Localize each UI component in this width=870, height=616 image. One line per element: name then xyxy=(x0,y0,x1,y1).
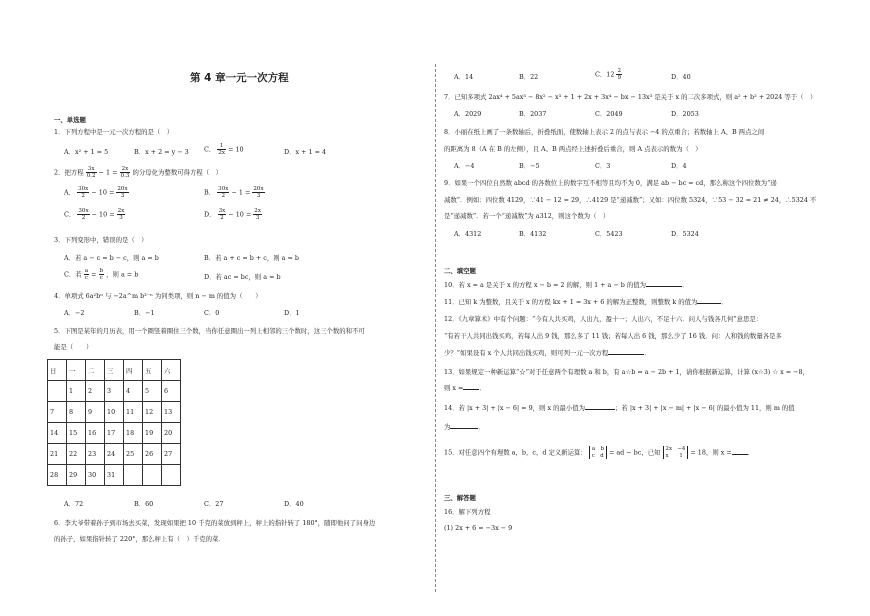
q7-option-b: B．2037 xyxy=(519,110,547,118)
calendar-row xyxy=(48,444,181,465)
calendar-cell: 26 xyxy=(143,444,162,465)
q2-option-a xyxy=(64,186,129,199)
q15-determinant-2 xyxy=(663,446,689,459)
q13-end: ． xyxy=(479,384,486,392)
calendar-cell: 19 xyxy=(143,423,162,444)
q16-sub1: (1) 2x + 6 = −3x − 9 xyxy=(444,524,513,532)
q10-end: ． xyxy=(682,281,689,289)
q2-c-frac1 xyxy=(77,208,89,221)
calendar-cell xyxy=(143,465,162,486)
q15-determinant-1 xyxy=(589,446,607,459)
q4-stem: 4．单项式 6a²bⁿ 与 −2a^m b³⁻ⁿ 为同类项，则 n − m 的值为（ ） xyxy=(54,292,262,300)
q2-b-frac1 xyxy=(217,186,229,199)
section-heading-choice: 一、单选题 xyxy=(54,116,86,124)
calendar-row xyxy=(48,381,181,402)
q2-b-label: B． xyxy=(204,188,216,197)
q2-a-n1: 30x xyxy=(78,186,89,192)
q15-text-post: = 18，则 x = xyxy=(690,448,732,457)
calendar-cell: 25 xyxy=(124,444,143,465)
q2-option-b xyxy=(204,186,265,199)
q2-d2: 0.3 xyxy=(120,173,130,179)
q2-c-d1: 2 xyxy=(81,215,86,221)
q12-stem-line1: 12．《九章算术》中有个问题：“今有人共买鸡，人出九，盈十一；人出六，不足十六．问人与钱各几何”意思是： xyxy=(444,315,763,323)
calendar-cell: 3 xyxy=(105,381,124,402)
q3-c-frac1 xyxy=(84,268,89,281)
q2-a-d1: 2 xyxy=(81,193,85,199)
q2-c-d2: 3 xyxy=(119,215,123,221)
q5-option-b: B．60 xyxy=(134,500,154,508)
q14-text-pre: 14．若 |x + 3| + |x − 6| = 9，则 x 的最小值为 xyxy=(444,404,586,412)
q3-option-b: B．若 a + c = b + c，则 a = b xyxy=(204,254,299,262)
q3-option-c xyxy=(64,268,138,281)
calendar-header-cell: 四 xyxy=(124,360,143,381)
calendar-cell: 22 xyxy=(67,444,86,465)
calendar-cell: 23 xyxy=(86,444,105,465)
q14-answer-blank-1[interactable] xyxy=(585,409,615,410)
q10-stem xyxy=(444,281,688,289)
q1-c-numerator: 1 xyxy=(217,143,226,150)
q3-c-eq: = xyxy=(91,270,97,279)
q1-option-d: D．x + 1 = 4 xyxy=(284,148,327,156)
q11-end: ． xyxy=(721,298,728,306)
q14-stem-line1 xyxy=(444,404,795,412)
q11-answer-blank[interactable] xyxy=(697,303,721,304)
calendar-cell: 21 xyxy=(48,444,67,465)
q15-answer-blank[interactable] xyxy=(732,454,748,455)
q2-a-label: A． xyxy=(64,188,76,197)
q2-d-d2: 3 xyxy=(255,215,260,221)
calendar-cell: 15 xyxy=(67,423,86,444)
q14-text-mid: ；若 |x + 3| + |x − m| + |x − 6| 的最小值为 11，则 m 的值 xyxy=(615,404,795,412)
q3-c-d1: c xyxy=(84,275,88,281)
page-title: 第 4 章一元一次方程 xyxy=(190,72,289,84)
q9-stem-line2: 减数”．例如：四位数 4129，∵41 − 12 = 29，∴4129 是“递减数”；又如：四位数 5324，∵53 − 32 = 21 ≠ 24，∴5324 不 xyxy=(444,196,817,204)
calendar-cell: 24 xyxy=(105,444,124,465)
q2-a-d2: 3 xyxy=(120,193,125,199)
q6-c-numerator: 2 xyxy=(617,68,622,74)
q1-option-c-label: C． xyxy=(204,145,216,154)
q2-option-c xyxy=(64,208,125,221)
q3-option-a: A．若 a − c = b − c，则 a = b xyxy=(64,254,159,262)
calendar-cell: 9 xyxy=(86,402,105,423)
calendar-cell: 8 xyxy=(67,402,86,423)
q3-stem: 3．下列变形中，错误的是（ ） xyxy=(54,236,148,244)
q2-n1: 3x xyxy=(86,166,97,173)
q2-c-n1: 30x xyxy=(78,208,89,214)
calendar-cell: 27 xyxy=(162,444,181,465)
calendar-cell: 7 xyxy=(48,402,67,423)
q2-d-frac1 xyxy=(218,208,227,221)
q7-option-c: C．2049 xyxy=(595,110,623,118)
q2-c-label: C． xyxy=(64,210,76,219)
q2-d-n2: 2x xyxy=(254,208,261,214)
q2-d-mid: − 10 = xyxy=(228,210,252,219)
q3-c-frac2 xyxy=(99,268,105,281)
q6-option-a: A．14 xyxy=(454,73,474,81)
calendar-cell: 18 xyxy=(124,423,143,444)
q2-c-frac2 xyxy=(117,208,126,221)
calendar-cell: 1 xyxy=(67,381,86,402)
calendar-header-cell: 二 xyxy=(86,360,105,381)
q12-text: 少？”如果设有 x 个人共同出钱买鸡，则可列一元一次方程 xyxy=(444,349,609,357)
q15-stem xyxy=(444,446,754,459)
column-divider xyxy=(435,64,436,592)
q7-option-a: A．2029 xyxy=(454,110,482,118)
q13-stem-line1: 13．如果规定一种新运算“☆”对于任意两个有理数 a 和 b，有 a☆b = a − 2b + 1，请你根据新运算，计算 (x☆3) ☆ x = −8， xyxy=(444,368,809,376)
calendar-header-cell: 五 xyxy=(143,360,162,381)
section-heading-answer: 三、解答题 xyxy=(444,494,476,502)
calendar-cell: 17 xyxy=(105,423,124,444)
q12-stem-line2: “有若干人共同出钱买鸡，若每人出 9 钱，那么多了 11 钱；若每人出 6 钱，那么少了 16 钱．问：人和钱的数量各是多 xyxy=(444,332,782,340)
q8-option-d: D．4 xyxy=(671,162,687,170)
q15-det1-row2: c d xyxy=(591,452,604,459)
q10-answer-blank[interactable] xyxy=(646,286,682,287)
q1-stem: 1．下列方程中是一元一次方程的是（ ） xyxy=(54,128,174,136)
q8-option-b: B．−5 xyxy=(519,162,540,170)
q14-text-line2: 为 xyxy=(444,423,451,431)
q12-end: ． xyxy=(644,349,651,357)
q13-answer-blank[interactable] xyxy=(463,389,479,390)
q2-b-n2: 20x xyxy=(253,186,264,192)
q4-option-d: D．1 xyxy=(284,309,300,317)
q2-stem-mid: − 1 = xyxy=(98,168,118,177)
q15-text-mid: = ad − bc，已知 xyxy=(608,448,661,457)
q1-c-denominator: 2x xyxy=(218,150,226,156)
calendar-header-cell: 日 xyxy=(48,360,67,381)
q1-option-c-fraction xyxy=(217,143,226,156)
q7-stem: 7．已知多项式 2ax⁴ + 5ax³ − 8x² − x³ + 1 + 2x + 3x⁴ − bx − 13x³ 是关于 x 的二次多项式，则 a² + b² + 2024 等于（ ） xyxy=(444,93,817,101)
calendar-cell: 28 xyxy=(48,465,67,486)
q2-c-mid: − 10 = xyxy=(91,210,115,219)
q6-stem-line1: 6．李大爷带着孙子到市场去买菜，发现如果把 10 千克的菜放到秤上，秤上的指针转了 180°，随即他问了问身边 xyxy=(54,519,376,527)
q9-stem-line3: 是“递减数”．若一个“递减数”为 a312，则这个数为（ ） xyxy=(444,212,610,220)
calendar-cell: 16 xyxy=(86,423,105,444)
q2-b-frac2 xyxy=(252,186,264,199)
q8-option-c: C．3 xyxy=(595,162,611,170)
q2-a-frac1 xyxy=(77,186,89,199)
q9-stem-line1: 9．如果一个四位自然数 abcd 的各数位上的数字互不相等且均不为 0，满足 ab − bc = cd，那么称这个四位数为“递 xyxy=(444,179,777,187)
q1-option-a: A．x² + 1 = 5 xyxy=(64,148,109,156)
q15-det1-row1: a b xyxy=(591,446,604,452)
calendar-cell xyxy=(162,465,181,486)
q5-option-d: D．40 xyxy=(284,500,304,508)
q12-answer-blank[interactable] xyxy=(608,354,644,355)
q2-n2: 2x xyxy=(120,166,131,173)
q8-option-a: A．−4 xyxy=(454,162,475,170)
q3-option-d: D．若 ac = bc，则 a = b xyxy=(204,273,281,281)
q2-d1: 0.2 xyxy=(86,173,96,179)
q2-d-label: D． xyxy=(204,210,216,219)
q2-b-mid: − 1 = xyxy=(231,188,251,197)
calendar-table xyxy=(47,359,181,486)
calendar-cell: 5 xyxy=(143,381,162,402)
q4-option-c: C．0 xyxy=(204,309,220,317)
section-heading-fill: 二、填空题 xyxy=(444,267,476,275)
q2-b-d1: 2 xyxy=(221,193,226,199)
calendar-cell: 4 xyxy=(124,381,143,402)
q1-option-c-rest: = 10 xyxy=(228,145,244,154)
q5-stem-line2: 能是（ ） xyxy=(54,343,93,351)
q3-c-label: C．若 xyxy=(64,270,82,279)
q6-option-b: B．22 xyxy=(519,73,539,81)
calendar-header-row xyxy=(48,360,181,381)
q9-option-a: A．4312 xyxy=(454,230,482,238)
calendar-header-cell: 六 xyxy=(162,360,181,381)
calendar-header-cell: 一 xyxy=(67,360,86,381)
q13-text: 则 x = xyxy=(444,384,464,392)
q5-stem-line1: 5．下图是某年的月历表，用一个圈竖着圈住三个数，当你任意圈出一列上相邻的三个数时，这三个数的和不可 xyxy=(54,327,365,335)
q14-end: ． xyxy=(478,423,485,431)
q4-option-a: A．−2 xyxy=(64,309,85,317)
calendar-cell: 2 xyxy=(86,381,105,402)
q3-c-d2: c xyxy=(99,275,103,281)
q2-stem xyxy=(54,166,222,179)
q2-c-n2: 2x xyxy=(117,208,125,214)
q6-option-d: D．40 xyxy=(671,73,691,81)
calendar-cell: 30 xyxy=(86,465,105,486)
calendar-cell: 10 xyxy=(105,402,124,423)
q8-stem-line2: 的距离为 8（A 在 B 的左侧），且 A、B 两点经上述折叠后重合，则 A 点表示的数为（ ） xyxy=(444,145,702,153)
calendar-cell: 14 xyxy=(48,423,67,444)
q10-text: 10．若 x = a 是关于 x 的方程 x − b = 2 的解，则 1 + a − b 的值为 xyxy=(444,281,647,289)
q2-b-d2: 3 xyxy=(256,193,261,199)
calendar-cell: 13 xyxy=(162,402,181,423)
calendar-cell: 20 xyxy=(162,423,181,444)
calendar-cell: 11 xyxy=(124,402,143,423)
q2-d-d1: 2 xyxy=(220,215,224,221)
q2-a-frac2 xyxy=(116,186,128,199)
q2-a-n2: 20x xyxy=(117,186,128,192)
q2-fraction-1 xyxy=(86,166,97,179)
calendar-row xyxy=(48,402,181,423)
q7-option-d: D．2053 xyxy=(671,110,699,118)
q12-stem-line3 xyxy=(444,349,651,357)
q1-option-b: B．x + 2 = y − 3 xyxy=(134,148,189,156)
q2-option-d xyxy=(204,208,262,221)
q15-text-pre: 15．对任意四个有理数 a，b，c，d 定义新运算： xyxy=(444,448,587,457)
q2-d-n1: 3x xyxy=(218,208,226,214)
q2-fraction-2 xyxy=(120,166,131,179)
q2-stem-post: 的分母化为整数可得方程（ ） xyxy=(132,168,222,177)
q11-stem xyxy=(444,298,728,306)
q6-c-fraction xyxy=(616,68,622,81)
calendar-header-cell: 三 xyxy=(105,360,124,381)
calendar-cell: 6 xyxy=(162,381,181,402)
q2-stem-pre: 2．把方程 xyxy=(54,168,84,177)
q14-stem-line2 xyxy=(444,423,485,431)
q6-c-denominator: 9 xyxy=(617,75,622,81)
q15-det2-row2: x 1 xyxy=(665,452,683,459)
q2-a-mid: − 10 = xyxy=(91,188,115,197)
calendar-cell xyxy=(48,381,67,402)
q16-stem: 16．解下列方程 xyxy=(444,508,491,516)
q9-option-b: B．4132 xyxy=(519,230,547,238)
q13-stem-line2 xyxy=(444,384,486,392)
q9-option-d: D．5324 xyxy=(671,230,699,238)
calendar-cell xyxy=(124,465,143,486)
calendar-row xyxy=(48,423,181,444)
q6-stem-line2: 的孙子，如果指针转了 220°，那么秤上有（ ）千克的菜． xyxy=(54,535,225,543)
q15-end: ． xyxy=(747,448,755,457)
q2-d-frac2 xyxy=(253,208,262,221)
q14-answer-blank-2[interactable] xyxy=(450,428,478,429)
calendar-row xyxy=(48,465,181,486)
calendar-cell: 29 xyxy=(67,465,86,486)
q3-c-post: ，则 a = b xyxy=(106,270,139,279)
q15-det2-row1: 2x −4 xyxy=(665,446,686,452)
q8-stem-line1: 8．小丽在纸上画了一条数轴后，折叠纸面，使数轴上表示 2 的点与表示 −4 的点重合；若数轴上 A、B 两点之间 xyxy=(444,128,765,136)
q5-option-c: C．27 xyxy=(204,500,224,508)
q11-text: 11．已知 k 为整数，且关于 x 的方程 kx + 1 = 3x + 6 的解为正整数，则整数 k 的值为 xyxy=(444,298,698,306)
q6-c-label: C．12 xyxy=(595,70,615,79)
calendar-cell: 31 xyxy=(105,465,124,486)
calendar-cell: 12 xyxy=(143,402,162,423)
q1-option-c xyxy=(204,143,244,156)
q9-option-c: C．5423 xyxy=(595,230,623,238)
q3-c-n2: b xyxy=(99,268,104,274)
q6-option-c xyxy=(595,68,622,81)
q2-b-n1: 30x xyxy=(218,186,229,192)
q5-option-a: A．72 xyxy=(64,500,84,508)
q3-c-n1: a xyxy=(84,268,89,274)
q4-option-b: B．−1 xyxy=(134,309,155,317)
